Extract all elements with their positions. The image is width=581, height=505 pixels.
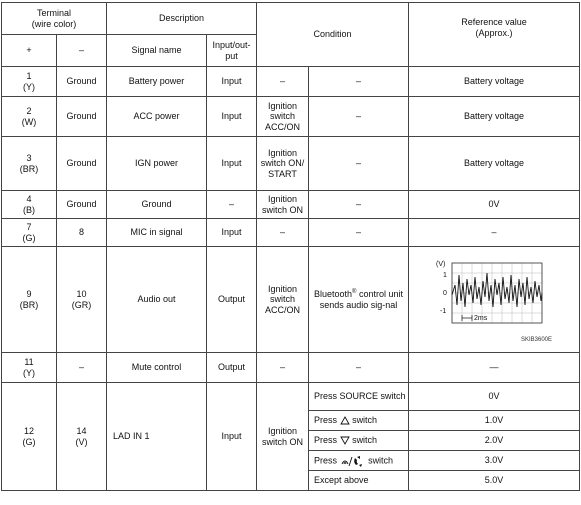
table-row [2,219,580,247]
reference-value: Battery voltage [409,137,580,191]
condition-2 [309,247,409,353]
waveform-graph [434,255,554,339]
sub-condition [309,431,409,451]
terminal-header [2,3,107,35]
reference-value-label: Reference value [461,17,527,27]
table-row [2,247,580,353]
signal-name: ACC power [107,97,207,137]
plus-terminal: 2 [26,105,32,116]
condition-2: – [309,97,409,137]
reference-value: – [409,219,580,247]
minus-color: (V) [75,436,88,447]
sub-condition-suffix: switch [352,415,378,426]
table-row [2,97,580,137]
io: Output [207,353,257,383]
condition-2: – [309,353,409,383]
condition-1: Ignition switch ON [257,383,309,491]
waveform-unit-label: (V) [436,260,446,268]
reference-value: 5.0V [409,471,580,491]
plus-header: + [2,35,57,67]
registered-mark: ® [352,288,357,295]
plus-color: (BR) [19,299,39,310]
time-scale-marker [462,315,472,321]
condition-header: Condition [257,3,409,67]
up-triangle-icon [340,416,350,425]
figure-code: SKIB3600E [520,337,553,344]
plus-color: (Y) [23,367,35,378]
sub-condition-prefix: Press [314,454,338,465]
down-triangle-icon [340,436,350,445]
sub-condition-prefix: Press [314,435,338,446]
y-tick-label: 0 [443,289,447,297]
condition-1: Ignition switch ON/ START [257,137,309,191]
sub-condition: Except above [309,471,409,491]
table-row [2,67,580,97]
signal-name: Audio out [107,247,207,353]
reference-value: 2.0V [409,431,580,451]
reference-value: 1.0V [409,411,580,431]
minus-terminal: Ground [57,137,107,191]
condition-1: Ignition switch ACC/ON [257,247,309,353]
condition-1: Ignition switch ACC/ON [257,97,309,137]
reference-value: 0V [409,191,580,219]
minus-terminal: 14 [76,425,87,436]
minus-color: (GR) [71,299,92,310]
sub-condition [309,451,409,471]
io-header: Input/out-put [207,35,257,67]
minus-terminal: Ground [57,191,107,219]
io: Input [207,219,257,247]
condition-2: – [309,219,409,247]
minus-header: – [57,35,107,67]
minus-terminal: 8 [57,219,107,247]
header-row-1 [2,3,580,35]
plus-terminal: 4 [26,193,32,204]
signal-name: Mute control [107,353,207,383]
plus-terminal: 3 [26,152,32,163]
sub-condition [309,411,409,431]
description-header: Description [107,3,257,35]
condition-1: – [257,219,309,247]
condition-2: – [309,67,409,97]
approx-label: (Approx.) [475,27,513,38]
table-row [2,191,580,219]
plus-color: (G) [22,232,36,243]
condition-2-rest: control unit sends audio sig-nal [319,288,403,310]
table-row [2,353,580,383]
voice-phone-icon [340,455,366,467]
condition-1: – [257,353,309,383]
minus-terminal: – [57,353,107,383]
signal-name: Battery power [107,67,207,97]
waveform-figure [434,255,554,345]
bluetooth-text: Bluetooth [314,288,353,299]
signal-name: MIC in signal [107,219,207,247]
plus-terminal: 12 [23,425,34,436]
wire-color-label: (wire color) [31,18,77,29]
audio-waveform-line [452,273,542,307]
io: – [207,191,257,219]
y-tick-label: -1 [440,307,447,315]
io: Input [207,383,257,491]
reference-value: 0V [409,383,580,411]
minus-terminal: Ground [57,67,107,97]
plus-color: (W) [21,116,37,127]
condition-1: Ignition switch ON [257,191,309,219]
minus-terminal: 10 [76,288,87,299]
sub-condition-suffix: switch [352,435,378,446]
plus-terminal: 7 [26,221,32,232]
plus-terminal: 11 [24,356,34,367]
reference-header [409,3,580,67]
signal-name: LAD IN 1 [107,383,207,491]
sub-condition: Press SOURCE switch [309,383,409,411]
condition-2: – [309,191,409,219]
condition-2: – [309,137,409,191]
condition-1: – [257,67,309,97]
plus-terminal: 9 [26,288,32,299]
io: Output [207,247,257,353]
reference-value: 3.0V [409,451,580,471]
plus-color: (G) [22,436,36,447]
table-row [2,383,580,411]
minus-terminal: Ground [57,97,107,137]
io: Input [207,97,257,137]
reference-value: Battery voltage [409,67,580,97]
time-scale-label: 2ms [474,314,488,322]
reference-value: Battery voltage [409,97,580,137]
signal-name-header: Signal name [107,35,207,67]
io: Input [207,137,257,191]
sub-condition-prefix: Press [314,415,338,426]
signal-name: Ground [107,191,207,219]
plus-terminal: 1 [26,70,32,81]
plus-color: (Y) [23,81,35,92]
reference-waveform-cell [409,247,580,353]
reference-value: — [409,353,580,383]
plus-color: (B) [23,204,35,215]
io: Input [207,67,257,97]
table-row [2,137,580,191]
sub-condition-suffix: switch [368,454,394,465]
terminal-table [1,2,580,491]
y-tick-label: 1 [443,271,447,279]
terminal-label: Terminal [37,7,72,18]
signal-name: IGN power [107,137,207,191]
plus-color: (BR) [19,163,39,174]
